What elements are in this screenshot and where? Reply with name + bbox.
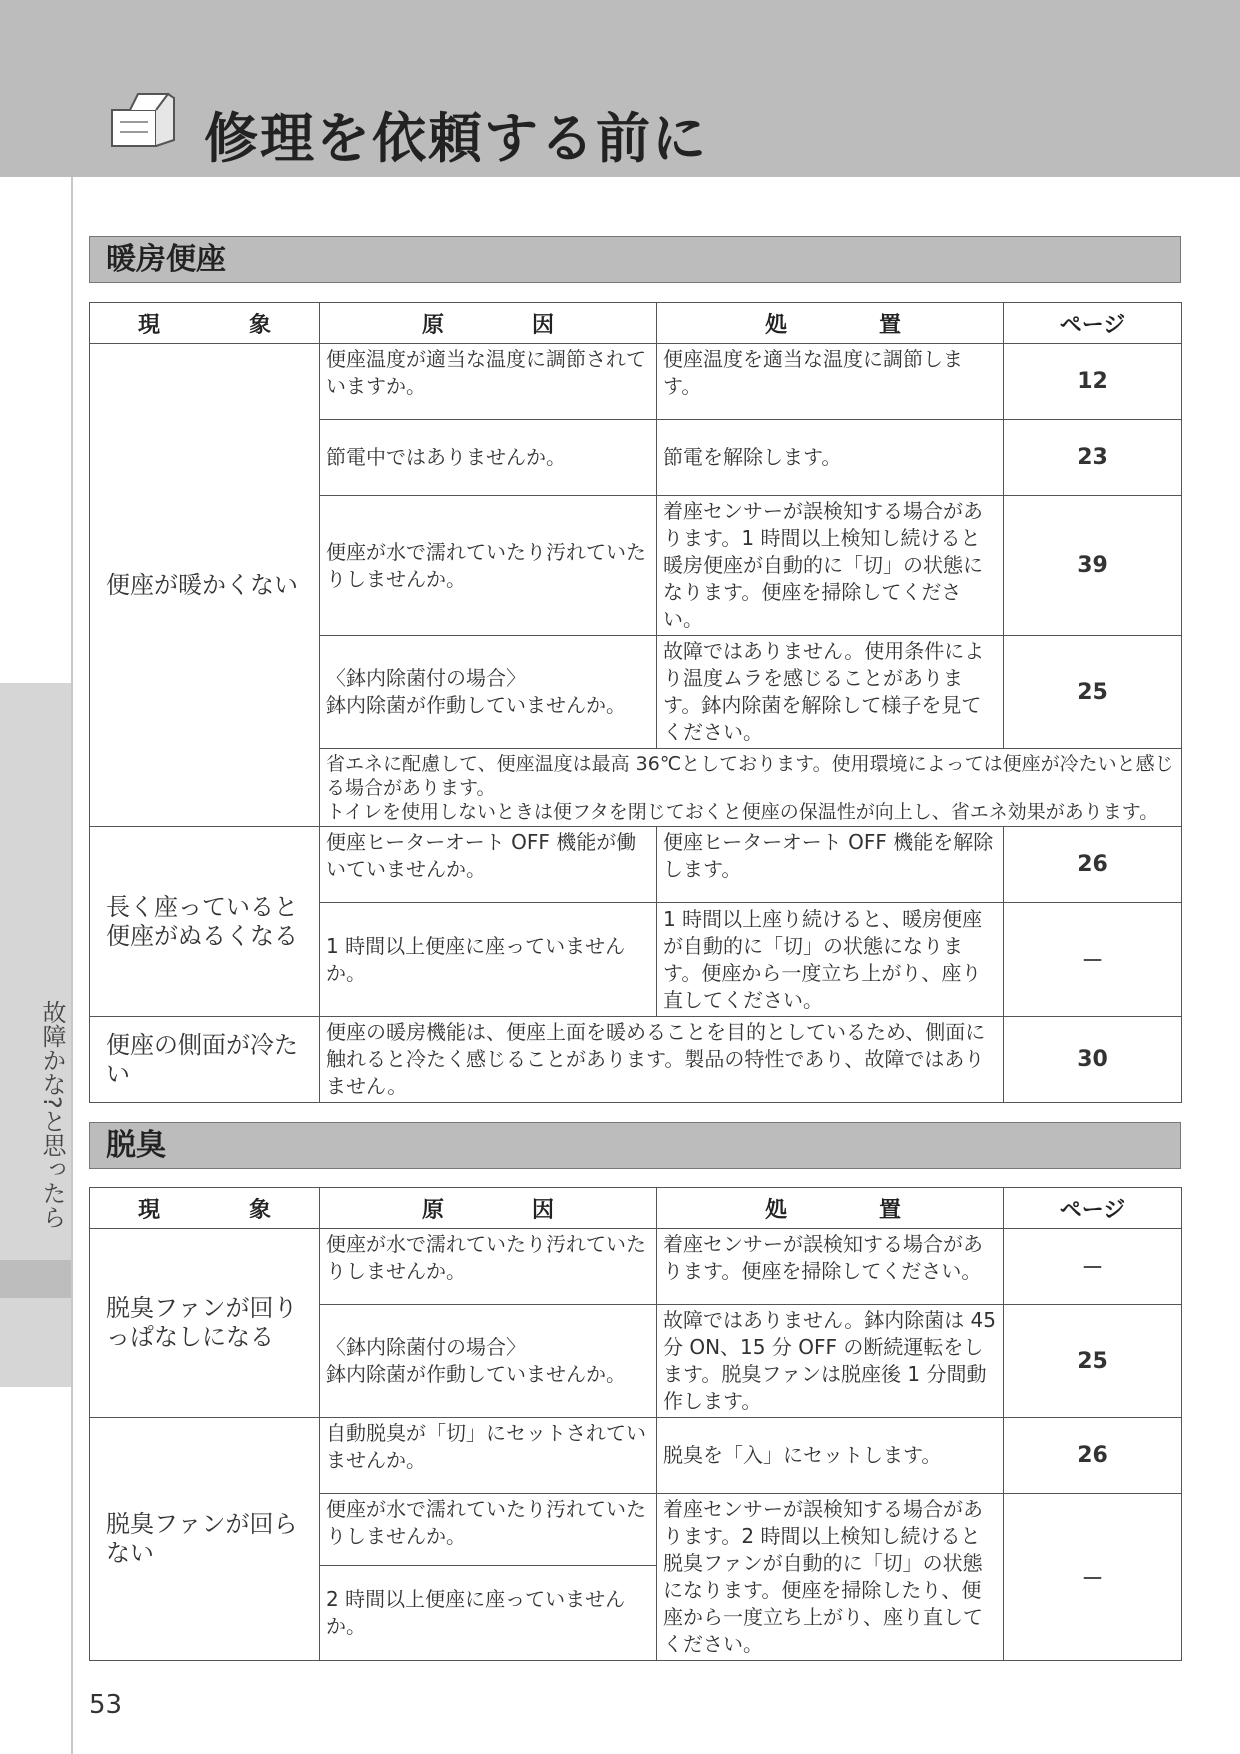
cause-condition-note: 〈鉢内除菌付の場合〉 bbox=[326, 666, 526, 690]
table-row bbox=[90, 1017, 1182, 1103]
remedy-cell: 故障ではありません。鉢内除菌は 45 分 ON、15 分 OFF の断続運転をします。脱臭ファンは脱座後 1 分間動作します。 bbox=[657, 1305, 1004, 1418]
table-row bbox=[90, 344, 1182, 420]
column-header-remedy: 処 置 bbox=[657, 1188, 1004, 1229]
column-header-remedy: 処 置 bbox=[657, 303, 1004, 344]
page-reference: 26 bbox=[1004, 1418, 1182, 1494]
column-header-symptom: 現 象 bbox=[90, 1188, 320, 1229]
page-reference: 12 bbox=[1004, 344, 1182, 420]
heated-seat-table bbox=[89, 302, 1182, 1103]
remedy-cell: 便座ヒーターオート OFF 機能を解除します。 bbox=[657, 827, 1004, 903]
table-row bbox=[90, 1229, 1182, 1305]
manual-book-icon bbox=[108, 88, 178, 152]
symptom-cell: 長く座っていると便座がぬるくなる bbox=[90, 827, 320, 1017]
page-reference: 26 bbox=[1004, 827, 1182, 903]
symptom-cell: 脱臭ファンが回らない bbox=[90, 1418, 320, 1661]
table-row bbox=[90, 1418, 1182, 1494]
cause-cell bbox=[320, 1305, 657, 1418]
table-row bbox=[90, 827, 1182, 903]
page-reference: 39 bbox=[1004, 496, 1182, 636]
cause-cell: 自動脱臭が「切」にセットされていませんか。 bbox=[320, 1418, 657, 1494]
remedy-cell: 着座センサーが誤検知する場合があります。1 時間以上検知し続けると暖房便座が自動的に「切」の状態になります。便座を掃除してください。 bbox=[657, 496, 1004, 636]
page-reference: 23 bbox=[1004, 420, 1182, 496]
page-reference: － bbox=[1004, 903, 1182, 1017]
page-reference: － bbox=[1004, 1229, 1182, 1305]
side-index-label: 故障かな?と思ったら bbox=[38, 1000, 66, 1229]
deodorizer-table bbox=[89, 1187, 1182, 1661]
cause-cell bbox=[320, 636, 657, 749]
cause-cell: 1 時間以上便座に座っていませんか。 bbox=[320, 903, 657, 1017]
cause-cell: 便座ヒーターオート OFF 機能が働いていませんか。 bbox=[320, 827, 657, 903]
column-header-page: ページ bbox=[1004, 303, 1182, 344]
symptom-cell: 便座が暖かくない bbox=[90, 344, 320, 827]
remedy-cell: 着座センサーが誤検知する場合があります。便座を掃除してください。 bbox=[657, 1229, 1004, 1305]
column-header-page: ページ bbox=[1004, 1188, 1182, 1229]
page-number: 53 bbox=[89, 1690, 123, 1720]
cause-text: 鉢内除菌が作動していませんか。 bbox=[326, 1362, 626, 1386]
page-reference: 25 bbox=[1004, 1305, 1182, 1418]
column-header-symptom: 現 象 bbox=[90, 303, 320, 344]
energy-saving-note: 省エネに配慮して、便座温度は最高 36℃としております。使用環境によっては便座が冷たいと感じる場合があります。 トイレを使用しないときは便フタを閉じておくと便座の保温性が向上し、省エネ効果があります。 bbox=[320, 749, 1182, 827]
remedy-cell: 節電を解除します。 bbox=[657, 420, 1004, 496]
cause-condition-note: 〈鉢内除菌付の場合〉 bbox=[326, 1335, 526, 1359]
table-header-row bbox=[90, 303, 1182, 344]
cause-cell: 節電中ではありませんか。 bbox=[320, 420, 657, 496]
cause-cell: 2 時間以上便座に座っていませんか。 bbox=[320, 1566, 657, 1661]
cause-remedy-cell: 便座の暖房機能は、便座上面を暖めることを目的としているため、側面に触れると冷たく感じることがあります。製品の特性であり、故障ではありません。 bbox=[320, 1017, 1004, 1103]
cause-cell: 便座が水で濡れていたり汚れていたりしませんか。 bbox=[320, 1494, 657, 1566]
column-header-cause: 原 因 bbox=[320, 1188, 657, 1229]
remedy-cell: 1 時間以上座り続けると、暖房便座が自動的に「切」の状態になります。便座から一度立ち上がり、座り直してください。 bbox=[657, 903, 1004, 1017]
section-heading-heated-seat: 暖房便座 bbox=[89, 236, 1181, 283]
page-reference: － bbox=[1004, 1494, 1182, 1661]
page-title: 修理を依頼する前に bbox=[204, 107, 708, 170]
page-reference: 30 bbox=[1004, 1017, 1182, 1103]
symptom-cell: 便座の側面が冷たい bbox=[90, 1017, 320, 1103]
remedy-cell: 便座温度を適当な温度に調節します。 bbox=[657, 344, 1004, 420]
remedy-cell: 着座センサーが誤検知する場合があります。2 時間以上検知し続けると脱臭ファンが自動的に「切」の状態になります。便座を掃除したり、便座から一度立ち上がり、座り直してください。 bbox=[657, 1494, 1004, 1661]
section-heading-deodorizer: 脱臭 bbox=[89, 1122, 1181, 1169]
side-index-marker bbox=[0, 1260, 71, 1298]
margin-rule bbox=[71, 177, 73, 1754]
cause-cell: 便座が水で濡れていたり汚れていたりしませんか。 bbox=[320, 1229, 657, 1305]
cause-cell: 便座が水で濡れていたり汚れていたりしませんか。 bbox=[320, 496, 657, 636]
remedy-cell: 脱臭を「入」にセットします。 bbox=[657, 1418, 1004, 1494]
cause-cell: 便座温度が適当な温度に調節されていますか。 bbox=[320, 344, 657, 420]
column-header-cause: 原 因 bbox=[320, 303, 657, 344]
symptom-cell: 脱臭ファンが回りっぱなしになる bbox=[90, 1229, 320, 1418]
page-reference: 25 bbox=[1004, 636, 1182, 749]
remedy-cell: 故障ではありません。使用条件により温度ムラを感じることがあります。鉢内除菌を解除して様子を見てください。 bbox=[657, 636, 1004, 749]
cause-text: 鉢内除菌が作動していませんか。 bbox=[326, 693, 626, 717]
table-header-row bbox=[90, 1188, 1182, 1229]
